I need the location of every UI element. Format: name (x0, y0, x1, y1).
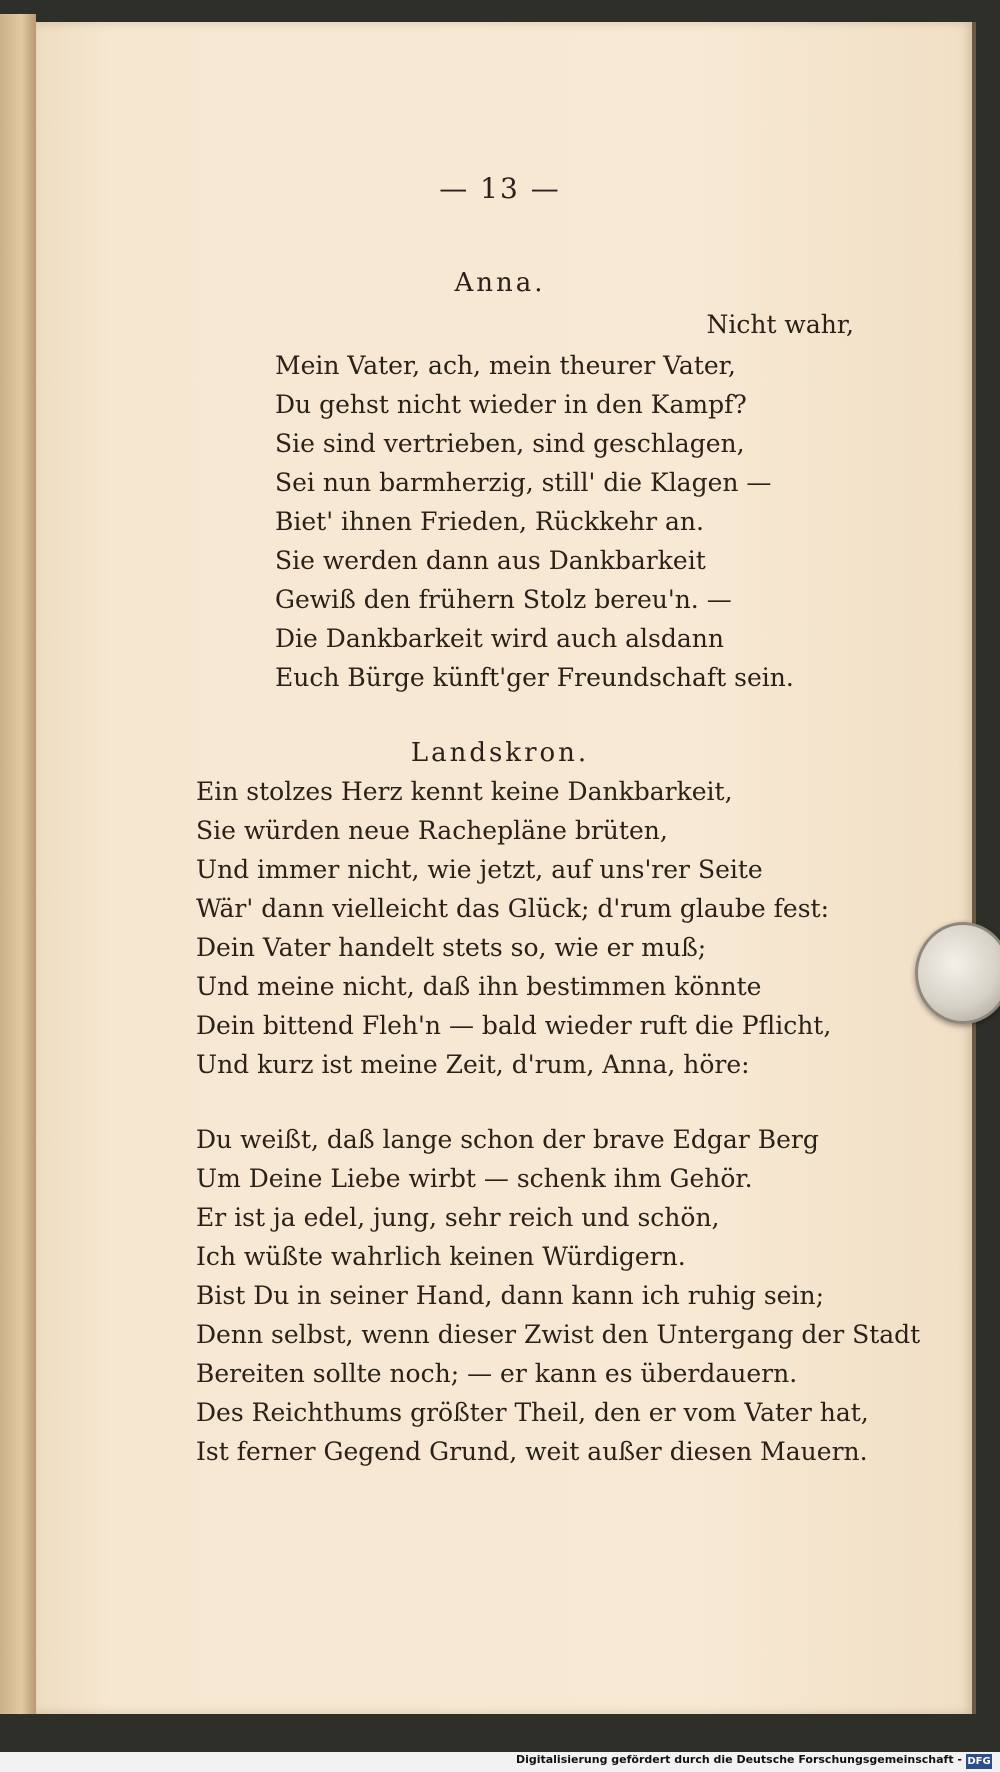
verse-line: Bereiten sollte noch; — er kann es überdauern. (196, 1359, 798, 1388)
verse-line: Euch Bürge künft'ger Freundschaft sein. (275, 663, 794, 692)
verse-line: Ich wüßte wahrlich keinen Würdigern. (196, 1242, 686, 1271)
verse-line: Biet' ihnen Frieden, Rückkehr an. (275, 507, 704, 536)
speaker-name-anna: Anna. (454, 268, 546, 298)
verse-line: Sie sind vertrieben, sind geschlagen, (275, 429, 745, 458)
magnifier-glass (915, 922, 1000, 1024)
verse-line: Denn selbst, wenn dieser Zwist den Untergang der Stadt (196, 1320, 921, 1349)
verse-line: Du gehst nicht wieder in den Kampf? (275, 390, 747, 419)
footer-credit: Digitalisierung gefördert durch die Deutsche Forschungsgemeinschaft - (515, 1753, 962, 1766)
verse-line: Gewiß den frühern Stolz bereu'n. — (275, 585, 732, 614)
verse-block-landskron-2 (196, 1120, 920, 1471)
verse-line: Sie würden neue Rachepläne brüten, (196, 816, 668, 845)
verse-line: Und meine nicht, daß ihn bestimmen könnte (196, 972, 762, 1001)
verse-line: Und immer nicht, wie jetzt, auf uns'rer Seite (196, 855, 763, 884)
verse-line: Sei nun barmherzig, still' die Klagen — (275, 468, 772, 497)
verse-block-anna (275, 346, 794, 697)
verse-line: Wär' dann vielleicht das Glück; d'rum glaube fest: (196, 894, 829, 923)
verse-line: Ist ferner Gegend Grund, weit außer diesen Mauern. (196, 1437, 868, 1466)
verse-line: Dein Vater handelt stets so, wie er muß; (196, 933, 707, 962)
speaker-name-landskron: Landskron. (410, 738, 590, 768)
verse-line: Dein bittend Fleh'n — bald wieder ruft die Pflicht, (196, 1011, 832, 1040)
dfg-logo-icon: DFG (967, 1756, 991, 1767)
verse-line: Um Deine Liebe wirbt — schenk ihm Gehör. (196, 1164, 753, 1193)
verse-line: Er ist ja edel, jung, sehr reich und schön, (196, 1203, 720, 1232)
verse-line: Des Reichthums größter Theil, den er vom Vater hat, (196, 1398, 869, 1427)
verse-line: Und kurz ist meine Zeit, d'rum, Anna, höre: (196, 1050, 750, 1079)
verse-line-right: Nicht wahr, (706, 310, 854, 339)
verse-line: Sie werden dann aus Dankbarkeit (275, 546, 706, 575)
verse-block-landskron-1 (196, 772, 831, 1084)
verse-line: Bist Du in seiner Hand, dann kann ich ruhig sein; (196, 1281, 824, 1310)
verse-line: Die Dankbarkeit wird auch alsdann (275, 624, 724, 653)
verse-line: Ein stolzes Herz kennt keine Dankbarkeit, (196, 777, 733, 806)
verse-line: Du weißt, daß lange schon der brave Edgar Berg (196, 1125, 819, 1154)
page-number: — 13 — (439, 172, 561, 205)
verse-line: Mein Vater, ach, mein theurer Vater, (275, 351, 736, 380)
